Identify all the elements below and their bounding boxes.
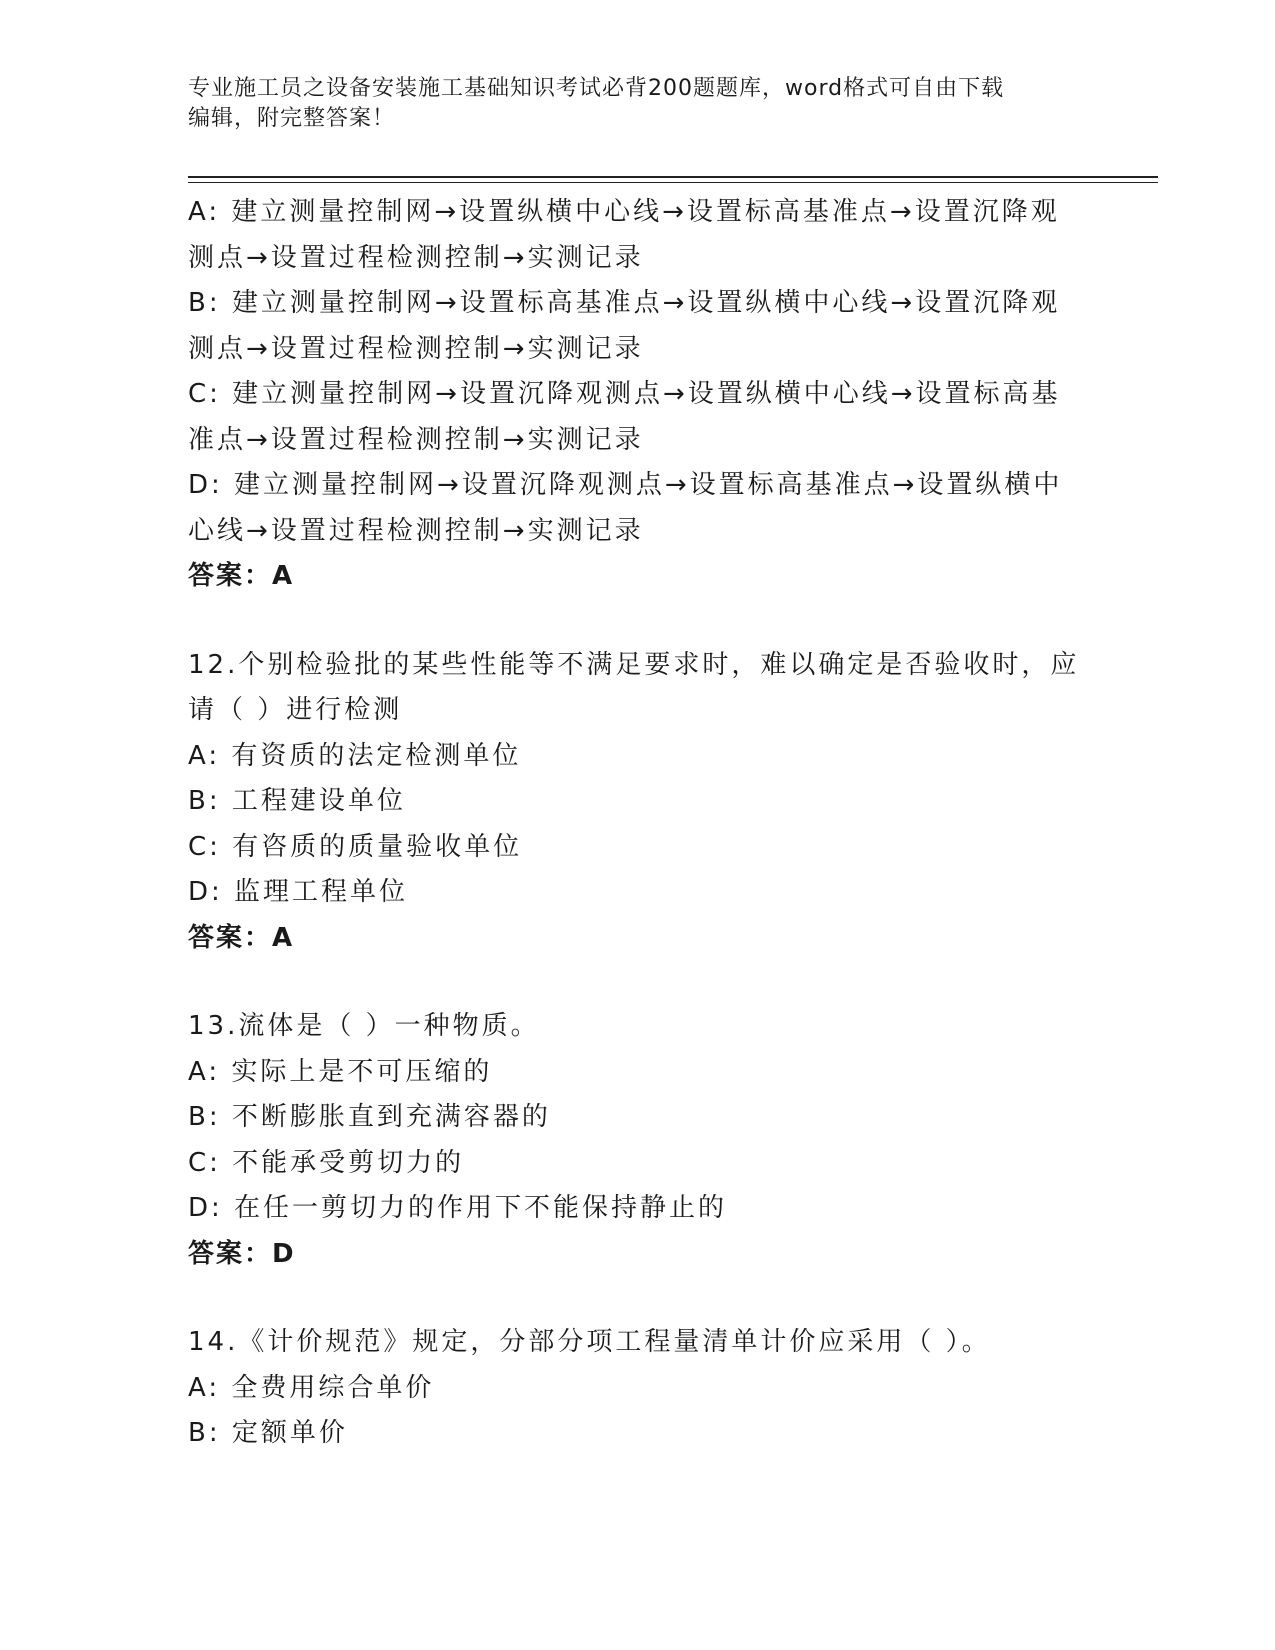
- q12-option-a: A: 有资质的法定检测单位: [188, 740, 522, 771]
- question-13-block: [188, 1004, 1088, 1277]
- q11-option-c-line-1: C: 建立测量控制网→设置沉降观测点→设置纵横中心线→设置标高基: [188, 379, 1061, 409]
- header-title-line-2: 编辑，附完整答案！: [188, 106, 396, 131]
- q11-option-b-line-2: 测点→设置过程检测控制→实测记录: [188, 333, 644, 364]
- question-11-block: [188, 190, 1088, 600]
- q12-stem-line-1: 12.个别检验批的某些性能等不满足要求时，难以确定是否验收时，应: [188, 649, 1080, 680]
- q11-option-a-line-2: 测点→设置过程检测控制→实测记录: [188, 242, 644, 273]
- q13-stem: 13.流体是（ ）一种物质。: [188, 1011, 540, 1041]
- spacer: [188, 600, 1088, 643]
- q11-option-c-line-2: 准点→设置过程检测控制→实测记录: [188, 424, 644, 455]
- question-12-block: [188, 643, 1088, 962]
- header-title-line-1: 专业施工员之设备安装施工基础知识考试必背200题题库，word格式可自由下载: [188, 76, 1005, 101]
- q14-option-a: A: 全费用综合单价: [188, 1372, 435, 1403]
- document-header: [188, 74, 1068, 134]
- q13-option-d: D: 在任一剪切力的作用下不能保持静止的: [188, 1193, 728, 1223]
- q13-option-c: C: 不能承受剪切力的: [188, 1147, 465, 1178]
- question-content: [188, 190, 1088, 1457]
- q13-answer: 答案：D: [188, 1238, 296, 1269]
- q12-option-b: B: 工程建设单位: [188, 786, 406, 816]
- q13-option-a: A: 实际上是不可压缩的: [188, 1056, 493, 1087]
- q12-option-d: D: 监理工程单位: [188, 877, 409, 907]
- spacer: [188, 961, 1088, 1004]
- q13-option-b: B: 不断膨胀直到充满容器的: [188, 1102, 551, 1132]
- q14-stem: 14.《计价规范》规定，分部分项工程量清单计价应采用（ ）。: [188, 1327, 991, 1357]
- q11-option-d-line-2: 心线→设置过程检测控制→实测记录: [188, 515, 644, 546]
- q11-answer: 答案：A: [188, 561, 295, 591]
- q12-stem-line-2: 请（ ）进行检测: [188, 695, 403, 725]
- q14-option-b: B: 定额单价: [188, 1418, 348, 1448]
- question-14-block: [188, 1320, 1088, 1457]
- q11-option-a-line-1: A: 建立测量控制网→设置纵横中心线→设置标高基准点→设置沉降观: [188, 197, 1060, 227]
- spacer: [188, 1277, 1088, 1320]
- q12-answer: 答案：A: [188, 922, 295, 953]
- header-divider: [188, 176, 1158, 183]
- q12-option-c: C: 有咨质的质量验收单位: [188, 831, 523, 862]
- q11-option-d-line-1: D: 建立测量控制网→设置沉降观测点→设置标高基准点→设置纵横中: [188, 470, 1063, 500]
- q11-option-b-line-1: B: 建立测量控制网→设置标高基准点→设置纵横中心线→设置沉降观: [188, 288, 1061, 318]
